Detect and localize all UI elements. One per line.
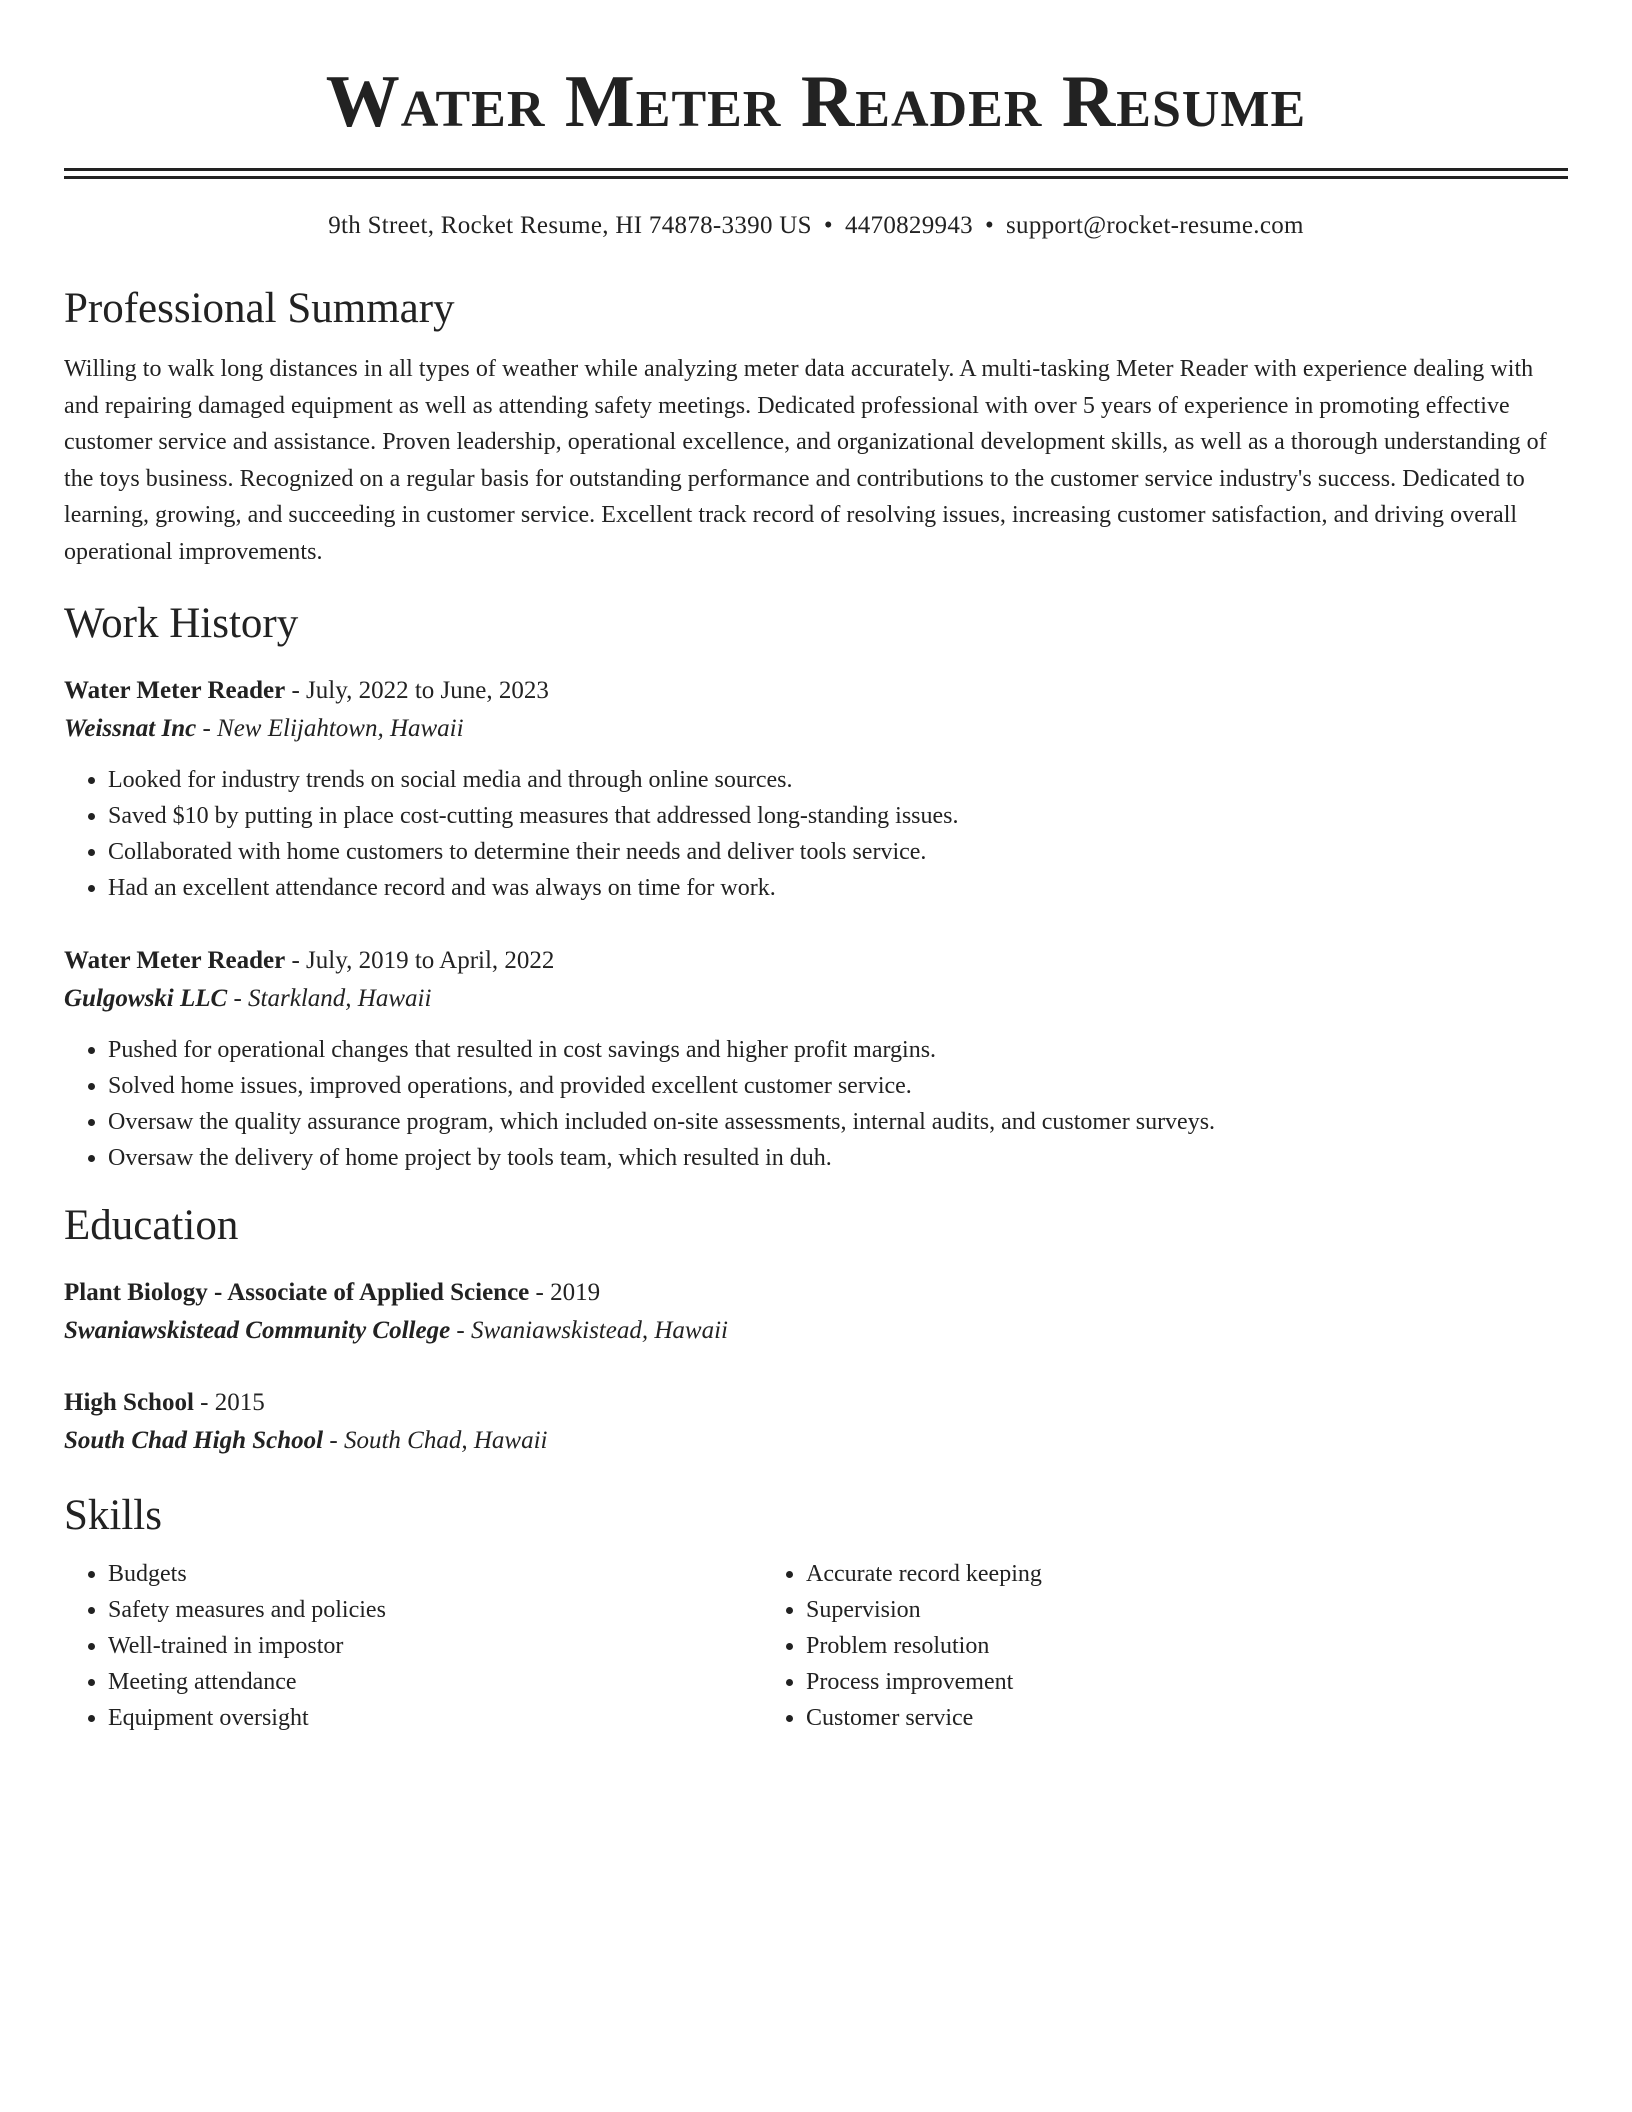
skills-list-left [64, 1556, 762, 1736]
skill-item: • Safety measures and policies [108, 1592, 762, 1628]
skills-list-right [762, 1556, 1462, 1736]
job-bullet: • Solved home issues, improved operations, and provided excellent customer service. [108, 1068, 1568, 1104]
skill-item: • Equipment oversight [108, 1700, 762, 1736]
skill-item: • Customer service [806, 1700, 1462, 1736]
job-bullet: • Collaborated with home customers to determine their needs and deliver tools service. [108, 834, 1568, 870]
education-year: - 2019 [529, 1279, 601, 1306]
education-location: - Swaniawskistead, Hawaii [450, 1317, 728, 1344]
job-dates: - July, 2022 to June, 2023 [285, 677, 549, 704]
job-company: Gulgowski LLC [64, 985, 228, 1012]
job-title-line [64, 942, 1568, 980]
job-title-line [64, 672, 1568, 710]
job-bullet: • Looked for industry trends on social media and through online sources. [108, 762, 1568, 798]
job-title: Water Meter Reader [64, 947, 286, 974]
contact-separator: • [984, 212, 994, 239]
job-entry [64, 942, 1568, 1176]
education-location: - South Chad, Hawaii [323, 1427, 548, 1454]
education-school: South Chad High School [64, 1427, 324, 1454]
contact-line [64, 209, 1568, 243]
job-title: Water Meter Reader [64, 677, 286, 704]
job-bullet: • Oversaw the delivery of home project by tools team, which resulted in duh. [108, 1140, 1568, 1176]
title-double-rule [64, 168, 1568, 179]
skill-item: • Budgets [108, 1556, 762, 1592]
section-heading-summary: Professional Summary [64, 285, 455, 332]
job-bullet: • Saved $10 by putting in place cost-cutting measures that addressed long-standing issues. [108, 798, 1568, 834]
education-school: Swaniawskistead Community College [64, 1317, 451, 1344]
education-degree-line [64, 1384, 1568, 1422]
education-year: - 2015 [193, 1389, 265, 1416]
skill-item: • Meeting attendance [108, 1664, 762, 1700]
contact-separator: • [823, 212, 833, 239]
education-degree: High School [64, 1389, 194, 1416]
job-bullet: • Pushed for operational changes that resulted in cost savings and higher profit margins. [108, 1032, 1568, 1068]
contact-phone[interactable]: 4470829943 [844, 212, 973, 239]
job-company: Weissnat Inc [64, 715, 197, 742]
skill-item: • Supervision [806, 1592, 1462, 1628]
skill-item: • Well-trained in impostor [108, 1628, 762, 1664]
skill-item: • Problem resolution [806, 1628, 1462, 1664]
job-bullet: • Had an excellent attendance record and was always on time for work. [108, 870, 1568, 906]
education-entry [64, 1274, 1568, 1350]
skills-columns [64, 1556, 1568, 1736]
skill-item: • Process improvement [806, 1664, 1462, 1700]
summary-text: Willing to walk long distances in all types of weather while analyzing meter data accurately. A multi-tasking Meter Reader with experience dealing with and repairing damaged equipment as well as attending safety meetings. Dedicated professional with over 5 years of experience in promoting effective customer service and assistance. Proven leadership, operational excellence, and organizational development skills, as well as a thorough understanding of the toys business. Recognized on a regular basis for outstanding performance and contributions to the customer service industry's success. Dedicated to learning, growing, and succeeding in customer service. Excellent track record of resolving issues, increasing customer satisfaction, and driving overall operational improvements. [64, 356, 1547, 565]
job-company-line [64, 980, 1568, 1018]
contact-address: 9th Street, Rocket Resume, HI 74878-3390 US [328, 212, 812, 239]
job-entry [64, 672, 1568, 906]
section-heading-skills: Skills [64, 1492, 162, 1539]
job-location: - New Elijahtown, Hawaii [196, 715, 464, 742]
skill-item: • Accurate record keeping [806, 1556, 1462, 1592]
education-entry [64, 1384, 1568, 1460]
job-dates: - July, 2019 to April, 2022 [285, 947, 555, 974]
education-school-line [64, 1312, 1568, 1350]
job-bullet-list [64, 762, 1568, 906]
contact-email[interactable]: support@rocket-resume.com [1006, 212, 1304, 239]
section-heading-education: Education [64, 1202, 239, 1249]
resume-page [64, 0, 1568, 1736]
job-location: - Starkland, Hawaii [227, 985, 432, 1012]
job-bullet-list [64, 1032, 1568, 1176]
job-bullet: • Oversaw the quality assurance program, which included on-site assessments, internal audits, and customer surveys. [108, 1104, 1568, 1140]
education-degree: Plant Biology - Associate of Applied Science [64, 1279, 530, 1306]
education-school-line [64, 1422, 1568, 1460]
resume-title: Water Meter Reader Resume [325, 61, 1307, 143]
job-company-line [64, 710, 1568, 748]
section-heading-work-history: Work History [64, 600, 299, 647]
education-degree-line [64, 1274, 1568, 1312]
